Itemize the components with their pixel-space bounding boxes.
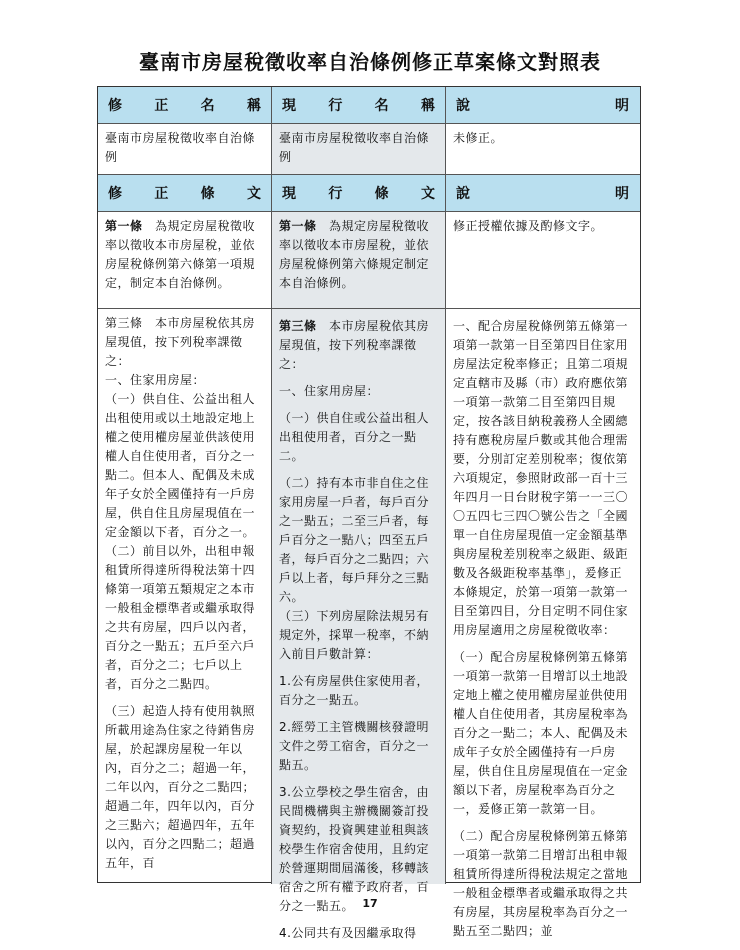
page-number: 17 bbox=[362, 897, 378, 910]
article-1-explanation: 修正授權依據及酌修文字。 bbox=[453, 219, 604, 233]
header-article-explanation: 說 明 bbox=[446, 175, 639, 211]
paragraph: （一）供自住或公益出租人出租使用者，百分之一點二。 bbox=[279, 411, 430, 463]
header-current-name: 現 行 名 稱 bbox=[272, 87, 446, 123]
article-3-amended bbox=[98, 309, 272, 884]
amended-name-cell: 臺南市房屋稅徵收率自治條例 bbox=[98, 124, 272, 174]
table-header-articles bbox=[98, 175, 640, 212]
article-1-current bbox=[272, 212, 446, 308]
paragraph: 一、配合房屋稅條例第五條第一項第一款第一目至第四目住家用房屋法定稅率修正；且第二項規定直轄市及縣（市）政府應依第一項第一款第二目至第四目規定，按各該目納稅義務人全國總持有應稅房屋戶數或其他合理需要，分別訂定差別稅率；復依第六項規定，參照財政部一百十三年四月一日台財稅字第一一三〇〇五四七三四〇號公告之「全國單一自住房屋現值一定金額基準與房屋稅差別稅率之級距、級距數及各級距稅率基準」，爰修正本條規定，於第一項第一款第一目至第四目，分目定明不同住家用房屋適用之房屋稅徵收率： bbox=[453, 319, 629, 637]
header-current-article: 現 行 條 文 bbox=[272, 175, 446, 211]
paragraph: 1.公有房屋供住家使用者，百分之一點五。 bbox=[279, 674, 429, 707]
paragraph: （二）前目以外，出租申報租賃所得達所得稅法第十四條第一項第五類規定之本市一般租金標準者或繼承取得之共有房屋，四戶以內者，百分之一點五；五戶至六戶者，百分之二；七戶以上者，百分之二點四。 bbox=[105, 544, 256, 691]
paragraph: （一）配合房屋稅條例第五條第一項第一款第一目增訂以土地設定地上權之使用權房屋並供使用權人自住使用者，其房屋稅率為百分之一點二；本人、配偶及未成年子女於全國僅持有一戶房屋，供自住且房屋現值在一定金額以下者，房屋稅率為百分之一，爰修正第一款第一目。 bbox=[453, 650, 629, 816]
header-amended-article: 修 正 條 文 bbox=[98, 175, 272, 211]
article-text: 為規定房屋稅徵收率以徵收本市房屋稅，並依房屋稅條例第六條規定制定本自治條例。 bbox=[279, 219, 430, 290]
article-3-explanation bbox=[446, 309, 639, 938]
article-label: 第一條 bbox=[105, 219, 143, 233]
paragraph: 2.經勞工主管機關核發證明文件之勞工宿舍，百分之一點五。 bbox=[279, 720, 430, 772]
article-text: 為規定房屋稅徵收率以徵收本市房屋稅，並依房屋稅條例第六條第一項規定，制定本自治條例。 bbox=[105, 219, 256, 290]
table-header-name bbox=[98, 87, 640, 124]
paragraph: （二）配合房屋稅條例第五條第一項第一款第二目增訂出租申報租賃所得達所得稅法規定之當地一般租金標準者或繼承取得之共有房屋，其房屋稅率為百分之一點五至二點四；並 bbox=[453, 829, 629, 938]
header-explanation: 說 明 bbox=[446, 87, 639, 123]
header-amended-name: 修 正 名 稱 bbox=[98, 87, 272, 123]
paragraph: 本市房屋稅依其房屋現值，按下列稅率課徵之： bbox=[279, 319, 430, 371]
page-title: 臺南市房屋稅徵收率自治條例修正草案條文對照表 bbox=[139, 50, 601, 74]
paragraph: 4.公同共有及因繼承取得 bbox=[279, 926, 417, 940]
paragraph: 3.公立學校之學生宿舍，由民間機構與主辦機關簽訂投資契約，投資興建並租與該校學生作宿舍使用，且約定於營運期間屆滿後，移轉該宿舍之所有權予政府者，百分之一點五。 bbox=[279, 785, 430, 913]
paragraph: 第三條 本市房屋稅依其房屋現值，按下列稅率課徵之： bbox=[105, 316, 256, 368]
paragraph: 一、住家用房屋： bbox=[105, 373, 206, 387]
paragraph: （三）下列房屋除法規另有規定外，採單一稅率，不納入前目戶數計算： bbox=[279, 609, 430, 661]
article-1-row bbox=[98, 212, 640, 309]
article-label: 第三條 bbox=[279, 319, 317, 333]
paragraph: 一、住家用房屋： bbox=[279, 384, 380, 398]
paragraph: （二）持有本市非自住之住家用房屋一戶者，每戶百分之一點五；二至三戶者，每戶百分之一點八；四至五戶者，每戶百分之二點四；六戶以上者，每戶拜分之三點六。 bbox=[279, 476, 430, 604]
article-label: 第一條 bbox=[279, 219, 317, 233]
paragraph: （一）供自住、公益出租人出租使用或以土地設定地上權之使用權房屋並供該使用權人自住使用者，百分之一點二。但本人、配偶及未成年子女於全國僅持有一戶房屋，供自住且房屋現值在一定金額以下者，百分之一。 bbox=[105, 392, 256, 539]
paragraph: （三）起造人持有使用執照所載用途為住家之待銷售房屋，於起課房屋稅一年以內，百分之二；超過一年，二年以內，百分之二點四；超過二年，四年以內，百分之三點六；超過四年，五年以內，百分之四點二；超過五年，百 bbox=[105, 704, 256, 870]
name-row bbox=[98, 124, 640, 175]
current-name-cell: 臺南市房屋稅徵收率自治條例 bbox=[272, 124, 446, 174]
article-1-amended bbox=[98, 212, 272, 308]
name-explanation-cell: 未修正。 bbox=[453, 131, 504, 145]
